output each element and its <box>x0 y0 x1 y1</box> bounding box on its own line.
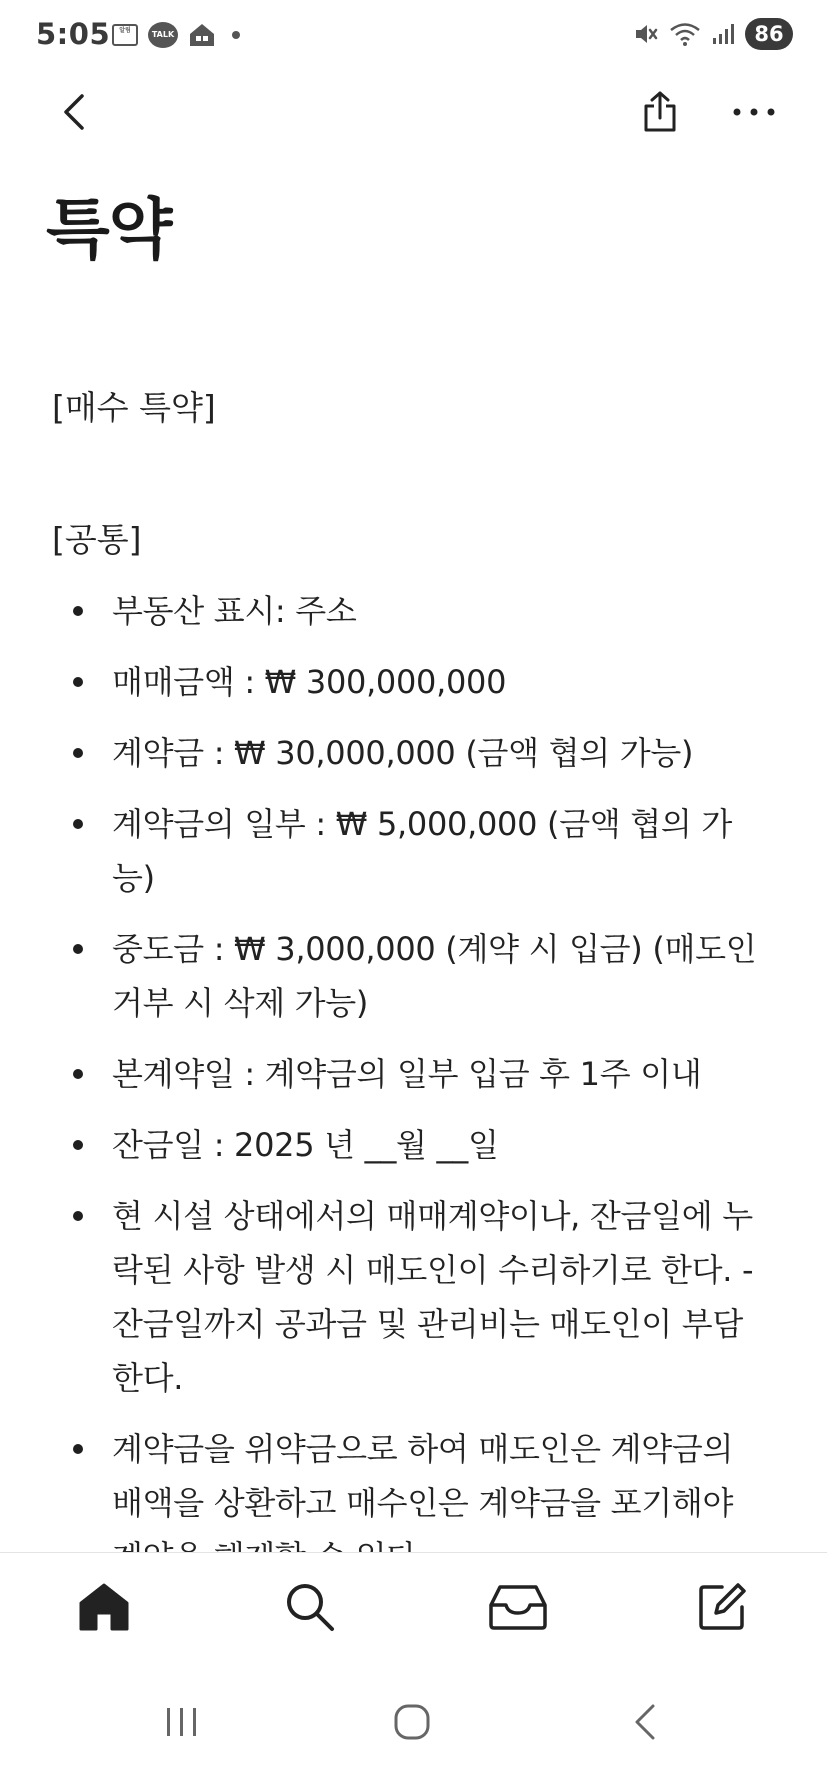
share-icon <box>640 90 680 134</box>
more-dots-icon <box>732 107 776 117</box>
list-item: 잔금일 : 2025 년 __월 __일 <box>0 1118 827 1172</box>
back-button[interactable] <box>50 88 98 136</box>
dot-icon <box>232 31 240 39</box>
talk-icon: TALK <box>148 22 178 48</box>
clause-list <box>0 584 827 1601</box>
list-item: 부동산 표시: 주소 <box>0 584 827 638</box>
home-app-icon <box>188 22 216 48</box>
system-home-button[interactable] <box>382 1692 442 1752</box>
tab-home[interactable] <box>72 1575 136 1639</box>
recent-apps-icon <box>164 1706 200 1738</box>
back-chevron-icon <box>631 1702 659 1742</box>
bottom-tab-bar <box>0 1552 827 1662</box>
list-item: 매매금액 : ₩ 300,000,000 <box>0 655 827 709</box>
list-item: 계약금을 위약금으로 하여 매도인은 계약금의 배액을 상환하고 매수인은 계약금을 포기해야 <box>0 1422 827 1584</box>
app-bar <box>0 74 827 148</box>
status-left-icons <box>112 22 240 48</box>
list-item: 중도금 : ₩ 3,000,000 (계약 시 입금) (매도인 거부 시 삭제 가능) <box>0 922 827 1030</box>
status-time: 5:05 <box>36 17 111 51</box>
page-title: 특약 <box>46 191 172 268</box>
more-button[interactable] <box>728 86 780 138</box>
compose-icon <box>696 1581 748 1633</box>
share-button[interactable] <box>634 86 686 138</box>
list-item: 현 시설 상태에서의 매매계약이나, 잔금일에 누락된 사항 발생 시 매도인이 수리하기로 한다. - 잔금일까지 공과금 및 관리비는 매도인이 부담한다. <box>0 1189 827 1405</box>
inbox-icon <box>488 1583 548 1631</box>
tab-inbox[interactable] <box>486 1575 550 1639</box>
section-heading-main: [매수 특약] <box>52 388 216 427</box>
signal-icon <box>711 22 735 46</box>
list-item: 본계약일 : 계약금의 일부 입금 후 1주 이내 <box>0 1047 827 1101</box>
section-heading-common: [공통] <box>52 520 142 559</box>
tab-compose[interactable] <box>690 1575 754 1639</box>
list-item: 계약금 : ₩ 30,000,000 (금액 협의 가능) <box>0 726 827 780</box>
list-item: 계약금의 일부 : ₩ 5,000,000 (금액 협의 가능) <box>0 797 827 905</box>
back-arrow-icon <box>60 92 88 132</box>
search-icon <box>284 1581 336 1633</box>
system-navigation-bar <box>0 1662 827 1774</box>
status-bar <box>0 0 827 74</box>
home-circle-icon <box>392 1702 432 1742</box>
note-content[interactable] <box>0 150 827 1552</box>
battery-indicator: 86 <box>745 18 793 50</box>
system-back-button[interactable] <box>615 1692 675 1752</box>
status-right-icons <box>633 18 793 50</box>
mute-icon <box>633 21 659 47</box>
recent-apps-button[interactable] <box>152 1692 212 1752</box>
notification-badge-icon: 알림 <box>112 24 138 46</box>
wifi-icon <box>669 21 701 47</box>
home-icon <box>76 1581 132 1633</box>
tab-search[interactable] <box>278 1575 342 1639</box>
